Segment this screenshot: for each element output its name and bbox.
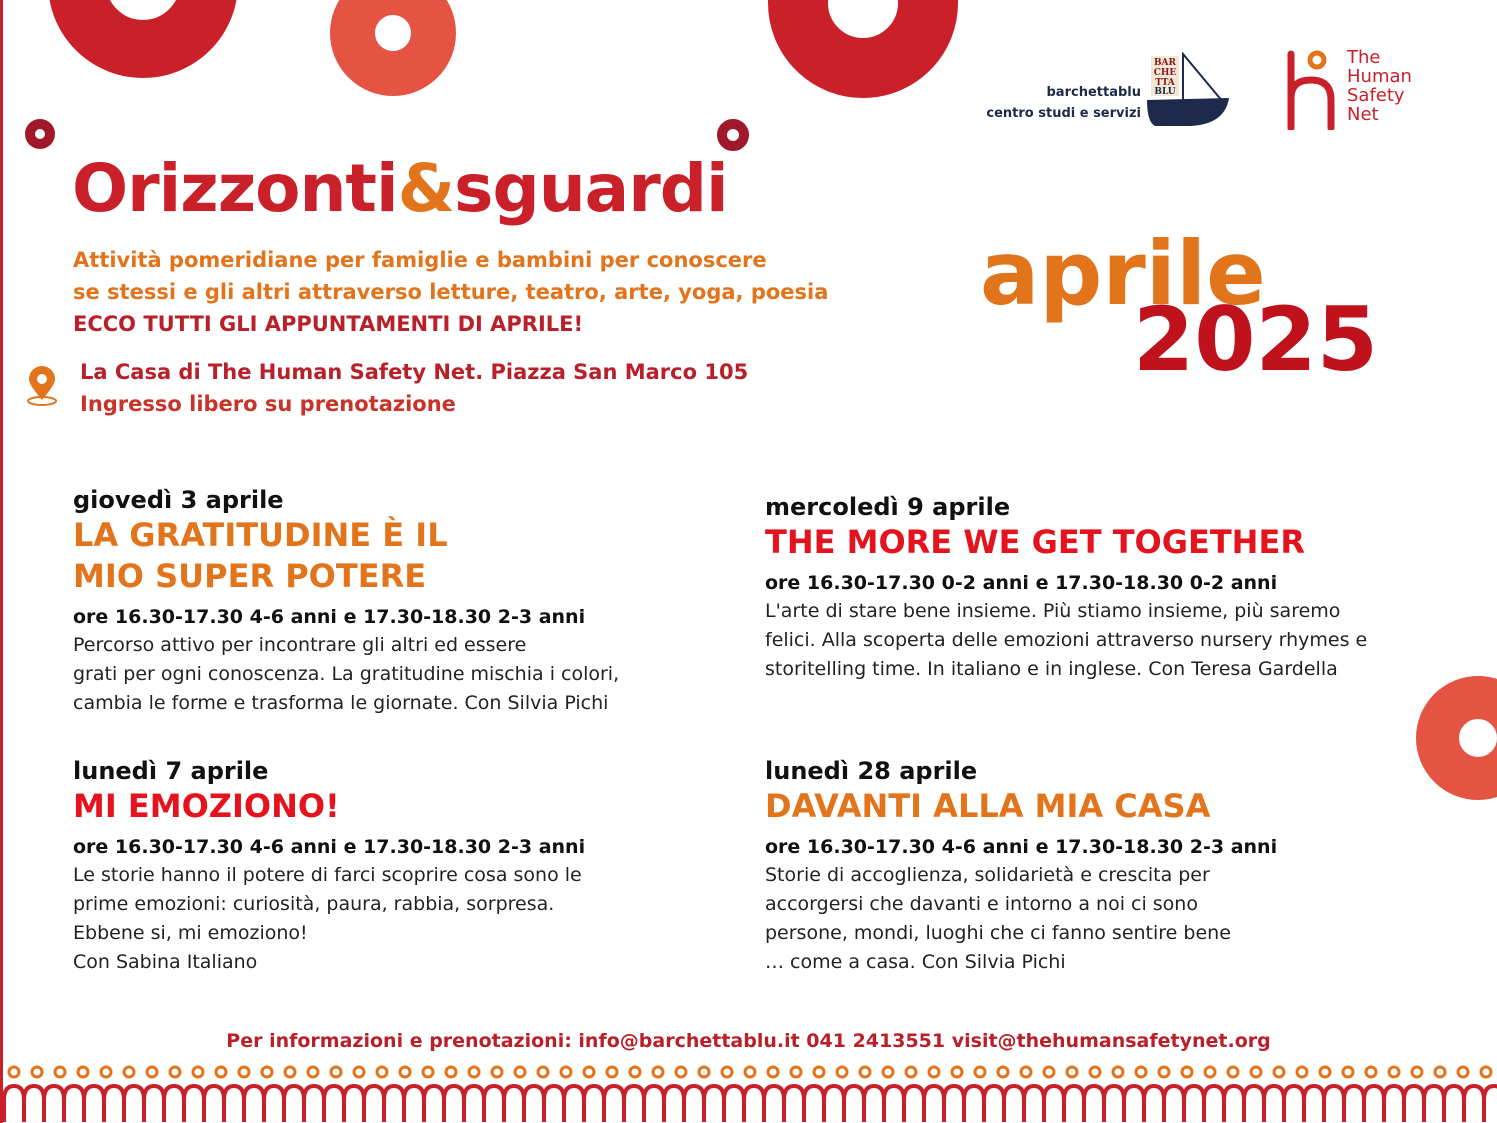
location-address: La Casa di The Human Safety Net. Piazza San Marco 105 <box>80 360 749 384</box>
border-dot <box>722 1067 732 1077</box>
border-dot <box>883 1067 893 1077</box>
border-dot <box>1320 1067 1330 1077</box>
event-desc-line: … come a casa. Con Silvia Pichi <box>765 951 1066 973</box>
event-desc-line: storitelling time. In italiano e in inglese. Con Teresa Gardella <box>765 658 1338 680</box>
border-dot <box>1113 1067 1123 1077</box>
event-title <box>73 786 585 827</box>
border-dot <box>354 1067 364 1077</box>
event-card-1 <box>73 485 619 718</box>
border-dot <box>446 1067 456 1077</box>
location-note: Ingresso libero su prenotazione <box>80 392 456 416</box>
event-date: mercoledì 9 aprile <box>765 493 1011 521</box>
border-dot <box>975 1067 985 1077</box>
hsn-mark-icon <box>1283 50 1341 130</box>
hsn-logo <box>1283 48 1433 132</box>
border-dot <box>1366 1067 1376 1077</box>
border-dot <box>1044 1067 1054 1077</box>
hsn-wordmark <box>1347 48 1412 124</box>
event-time: ore 16.30-17.30 4-6 anni e 17.30-18.30 2-3 anni <box>765 836 1278 858</box>
border-dot <box>814 1067 824 1077</box>
border-arches <box>4 1086 1497 1122</box>
boat-label-3: TTA <box>1155 78 1175 88</box>
title-ampersand: & <box>397 150 455 227</box>
border-dot <box>860 1067 870 1077</box>
event-card-3 <box>73 756 585 977</box>
title-main: Orizzonti <box>72 150 398 227</box>
event-desc-line: L'arte di stare bene insieme. Più stiamo insieme, più saremo <box>765 600 1341 622</box>
event-time: ore 16.30-17.30 4-6 anni e 17.30-18.30 2-3 anni <box>73 836 586 858</box>
border-dot <box>653 1067 663 1077</box>
decorative-dot-right <box>717 119 749 151</box>
border-dot <box>929 1067 939 1077</box>
border-dot <box>1136 1067 1146 1077</box>
event-title-line-1: MI EMOZIONO! <box>73 787 340 825</box>
border-dot <box>400 1067 410 1077</box>
event-title <box>73 515 619 597</box>
event-desc-line: Storie di accoglienza, solidarietà e crescita per <box>765 864 1210 886</box>
border-dot <box>1021 1067 1031 1077</box>
barchettablu-tagline: centro studi e servizi <box>986 106 1141 121</box>
hsn-line-4: Net <box>1347 104 1379 125</box>
decorative-ring-side <box>1416 676 1497 800</box>
border-dot <box>952 1067 962 1077</box>
contact-footer: Per informazioni e prenotazioni: info@barchettablu.it 041 2413551 visit@thehumansafetynet.org <box>226 1030 1271 1052</box>
border-dot <box>998 1067 1008 1077</box>
border-dot <box>331 1067 341 1077</box>
border-dot <box>9 1067 19 1077</box>
event-title <box>765 786 1277 827</box>
event-card-2 <box>765 492 1367 684</box>
border-dot <box>768 1067 778 1077</box>
border-dot <box>1412 1067 1422 1077</box>
event-desc-line: cambia le forme e trasforma le giornate. Con Silvia Pichi <box>73 692 609 714</box>
event-title-line-1: THE MORE WE GET TOGETHER <box>765 523 1305 561</box>
intro-line-1: Attività pomeridiane per famiglie e bambini per conoscere <box>73 248 767 272</box>
border-dot <box>630 1067 640 1077</box>
border-dot <box>377 1067 387 1077</box>
decorative-ring-coral <box>330 0 456 96</box>
map-pin-icon <box>26 366 58 406</box>
event-desc-line: prime emozioni: curiosità, paura, rabbia, sorpresa. <box>73 893 555 915</box>
year-label: 2025 <box>1133 288 1378 391</box>
border-dot <box>32 1067 42 1077</box>
border-dot <box>262 1067 272 1077</box>
decorative-border <box>0 1060 1497 1123</box>
border-dot <box>1067 1067 1077 1077</box>
event-desc-line: accorgersi che davanti e intorno a noi ci sono <box>765 893 1198 915</box>
event-title-line-2: MIO SUPER POTERE <box>73 557 427 595</box>
border-dot <box>170 1067 180 1077</box>
border-dot <box>492 1067 502 1077</box>
event-desc-line: Percorso attivo per incontrare gli altri ed essere <box>73 634 527 656</box>
intro-highlight: ECCO TUTTI GLI APPUNTAMENTI DI APRILE! <box>73 312 584 336</box>
border-dot <box>515 1067 525 1077</box>
border-dot <box>1228 1067 1238 1077</box>
event-description <box>73 631 619 718</box>
decorative-dot-left <box>25 119 55 149</box>
border-dot <box>607 1067 617 1077</box>
event-title-line-1: DAVANTI ALLA MIA CASA <box>765 787 1211 825</box>
border-dot <box>1090 1067 1100 1077</box>
event-time: ore 16.30-17.30 4-6 anni e 17.30-18.30 2-3 anni <box>73 606 586 628</box>
border-dot <box>469 1067 479 1077</box>
decorative-ring-large-left <box>48 0 238 78</box>
border-dot <box>1205 1067 1215 1077</box>
boat-label-1: BAR <box>1153 58 1177 68</box>
border-dot <box>239 1067 249 1077</box>
border-dot <box>699 1067 709 1077</box>
intro-line-2: se stessi e gli altri attraverso letture, teatro, arte, yoga, poesia <box>73 280 829 304</box>
event-description <box>765 597 1367 684</box>
border-dot <box>676 1067 686 1077</box>
left-accent-rule <box>0 0 3 1123</box>
event-desc-line: Ebbene si, mi emoziono! <box>73 922 308 944</box>
barchettablu-name: barchettablu <box>1046 85 1141 100</box>
border-dot <box>124 1067 134 1077</box>
border-dot <box>285 1067 295 1077</box>
event-card-4 <box>765 756 1277 977</box>
border-dot <box>538 1067 548 1077</box>
event-date: lunedì 7 aprile <box>73 757 269 785</box>
border-dot <box>745 1067 755 1077</box>
event-desc-line: Le storie hanno il potere di farci scoprire cosa sono le <box>73 864 582 886</box>
border-dot <box>1251 1067 1261 1077</box>
border-dot <box>216 1067 226 1077</box>
border-dot <box>101 1067 111 1077</box>
event-title <box>765 522 1367 563</box>
hsn-line-3: Safety <box>1347 85 1405 106</box>
hsn-line-1: The <box>1347 47 1381 68</box>
event-date: lunedì 28 aprile <box>765 757 978 785</box>
border-dot <box>55 1067 65 1077</box>
border-dot <box>1343 1067 1353 1077</box>
event-title-line-1: LA GRATITUDINE È IL <box>73 516 448 554</box>
event-desc-line: felici. Alla scoperta delle emozioni attraverso nursery rhymes e <box>765 629 1368 651</box>
border-dot <box>78 1067 88 1077</box>
event-description <box>765 861 1277 977</box>
month-label: aprile <box>980 222 1266 325</box>
event-time: ore 16.30-17.30 0-2 anni e 17.30-18.30 0-2 anni <box>765 572 1278 594</box>
border-dot <box>906 1067 916 1077</box>
boat-icon <box>1145 52 1231 128</box>
border-dot <box>1182 1067 1192 1077</box>
border-dot <box>561 1067 571 1077</box>
border-dot <box>1389 1067 1399 1077</box>
barchettablu-logo <box>986 52 1235 132</box>
event-description <box>73 861 585 977</box>
border-dot <box>308 1067 318 1077</box>
boat-label-4: BLU <box>1154 87 1176 97</box>
border-dot <box>423 1067 433 1077</box>
border-dot <box>837 1067 847 1077</box>
border-dot <box>147 1067 157 1077</box>
hsn-line-2: Human <box>1347 66 1412 87</box>
title-tail: sguardi <box>454 150 728 227</box>
border-dot <box>1297 1067 1307 1077</box>
event-desc-line: Con Sabina Italiano <box>73 951 258 973</box>
border-dot <box>193 1067 203 1077</box>
border-dot <box>1274 1067 1284 1077</box>
event-desc-line: grati per ogni conoscenza. La gratitudine mischia i colori, <box>73 663 620 685</box>
border-dot <box>1435 1067 1445 1077</box>
event-desc-line: persone, mondi, luoghi che ci fanno sentire bene <box>765 922 1231 944</box>
page-title <box>72 150 728 227</box>
border-dot <box>1159 1067 1169 1077</box>
event-date: giovedì 3 aprile <box>73 486 284 514</box>
boat-label-2: CHE <box>1153 68 1177 78</box>
border-dot <box>1481 1067 1491 1077</box>
border-dot <box>1458 1067 1468 1077</box>
decorative-ring-large-right <box>768 0 958 98</box>
border-dot <box>791 1067 801 1077</box>
border-dot <box>584 1067 594 1077</box>
